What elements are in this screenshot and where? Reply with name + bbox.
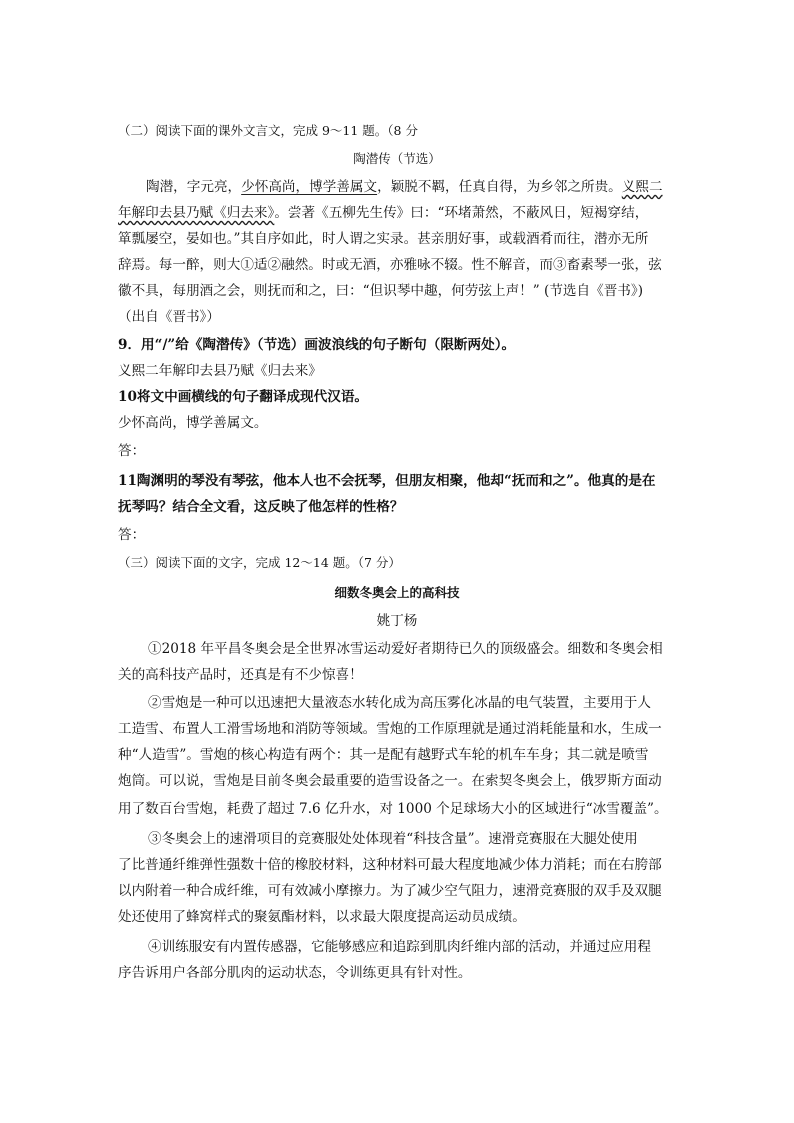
- passage-line-4: 辞焉。每一醉，则大①适②融然。时或无酒，亦雅咏不辍。性不解音，而③畜素琴一张，弦: [118, 257, 662, 273]
- question-10: 10将文中画横线的句子翻译成现代汉语。: [118, 389, 369, 405]
- para1-line-1: ①2018 年平昌冬奥会是全世界冰雪运动爱好者期待已久的顶级盛会。细数和冬奥会相: [148, 641, 663, 657]
- para1-line-2: 关的高科技产品时，还真是有不少惊喜！: [118, 667, 363, 683]
- section2-heading: （二）阅读下面的课外文言文，完成 9～11 题。（8 分: [118, 123, 418, 138]
- question-10-sentence: 少怀高尚，博学善属文。: [118, 415, 268, 431]
- para2-line-2: 工造雪、布置人工滑雪场地和消防等领域。雪炮的工作原理就是通过消耗能量和水，生成一: [118, 721, 662, 737]
- underlined-sentence: 少怀高尚，博学善属文: [241, 179, 378, 195]
- section3-author: 姚丁杨: [376, 613, 418, 629]
- section3-title: 细数冬奥会上的高科技: [334, 585, 460, 600]
- section2-title: 陶潜传（节选）: [353, 151, 441, 166]
- para2-line-4: 炮筒。可以说，雪炮是目前冬奥会最重要的造雪设备之一。在索契冬奥会上，俄罗斯方面动: [118, 773, 662, 789]
- para3-line-3: 以内附着一种合成纤维，可有效减小摩擦力。为了减少空气阻力，速滑竞赛服的双手及双腿: [118, 883, 662, 899]
- wavy-sentence: 年解印去县乃赋《归去来》: [118, 205, 275, 221]
- para3-line-2: 了比普通纤维弹性强数十倍的橡胶材料，这种材料可最大程度地减少体力消耗；而在右胯部: [118, 857, 662, 873]
- para4-line-2: 序告诉用户各部分肌肉的运动状态，令训练更具有针对性。: [118, 965, 472, 981]
- passage-line-1: 陶潜，字元亮，少怀高尚，博学善属文，颖脱不羁，任真自得，为乡邻之所贵。义熙二: [146, 179, 663, 195]
- question-9-sentence: 义熙二年解印去县乃赋《归去来》: [118, 363, 322, 379]
- passage-line-3: 箪瓢屡空，晏如也。”其自序如此，时人谓之实录。甚亲朋好事，或载酒肴而往，潜亦无所: [118, 231, 649, 247]
- para2-line-3: 种“人造雪”。雪炮的核心构造有两个：其一是配有越野式车轮的机车车身；其二就是喷雪: [118, 747, 649, 763]
- passage-line-5: 徽不具，每朋酒之会，则抚而和之，曰：“但识琴中趣，何劳弦上声！” (节选自《晋书》): [118, 283, 643, 299]
- answer-label-2: 答：: [118, 527, 146, 543]
- para3-line-1: ③冬奥会上的速滑项目的竞赛服处处体现着“科技含量”。速滑竞赛服在大腿处使用: [148, 831, 638, 847]
- question-11-line-2: 抚琴吗？结合全文看，这反映了他怎样的性格？: [118, 499, 404, 515]
- para2-line-5: 用了数百台雪炮，耗费了超过 7.6 亿升水，对 1000 个足球场大小的区域进行“冰雪覆盖”。: [118, 801, 668, 817]
- wavy-sentence-start: 义熙二: [621, 179, 663, 195]
- section3-heading: （三）阅读下面的文字，完成 12～14 题。（7 分）: [118, 555, 401, 570]
- para2-line-1: ②雪炮是一种可以迅速把大量液态水转化成为高压雾化冰晶的电气装置，主要用于人: [148, 695, 651, 711]
- answer-label-1: 答：: [118, 443, 146, 459]
- para4-line-1: ④训练服安有内置传感器，它能够感应和追踪到肌肉纤维内部的活动，并通过应用程: [148, 939, 651, 955]
- para3-line-4: 处还使用了蜂窝样式的聚氨酯材料，以求最大限度提高运动员成绩。: [118, 909, 526, 925]
- question-9: 9．用“/”给《陶潜传》（节选）画波浪线的句子断句（限断两处）。: [118, 337, 516, 353]
- passage-line-2: 年解印去县乃赋《归去来》。尝著《五柳先生传》曰：“环堵萧然，不蔽风日，短褐穿结，: [118, 205, 649, 221]
- question-11-line-1: 11陶渊明的琴没有琴弦，他本人也不会抚琴，但朋友相聚，他却“抚而和之”。他真的是在: [118, 473, 656, 489]
- passage-line-6: （出自《晋书》）: [118, 309, 220, 325]
